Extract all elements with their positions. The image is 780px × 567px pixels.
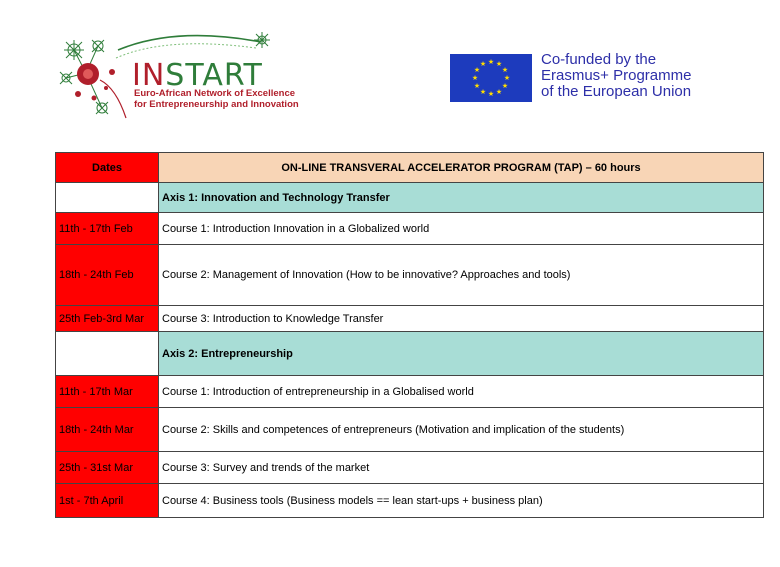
table-row (56, 484, 764, 518)
table-row (56, 408, 764, 452)
axis-2-title: Axis 2: Entrepreneurship (159, 332, 764, 376)
table-row (56, 306, 764, 332)
svg-text:★: ★ (473, 66, 481, 74)
axis-row (56, 183, 764, 213)
wordmark-in: IN (132, 58, 166, 93)
svg-text:★: ★ (473, 82, 481, 90)
table-row (56, 213, 764, 245)
eu-flag-icon (450, 54, 532, 102)
page-header (0, 0, 780, 140)
axis-row (56, 332, 764, 376)
axis-1-title: Axis 1: Innovation and Technology Transfer (159, 183, 764, 213)
course-cell: Course 1: Introduction of entrepreneurship in a Globalised world (159, 376, 764, 408)
wordmark-start: START (165, 58, 263, 93)
svg-text:★: ★ (495, 88, 503, 96)
course-cell: Course 2: Skills and competences of entrepreneurs (Motivation and implication of the students) (159, 408, 764, 452)
table-row (56, 376, 764, 408)
svg-text:★: ★ (495, 60, 503, 68)
date-cell: 1st - 7th April (56, 484, 159, 518)
eu-line-3: of the European Union (541, 83, 692, 100)
header-title: ON-LINE TRANSVERAL ACCELERATOR PROGRAM (TAP) – 60 hours (159, 153, 764, 183)
date-cell: 18th - 24th Feb (56, 245, 159, 306)
svg-text:★: ★ (503, 74, 511, 82)
svg-text:★: ★ (501, 82, 509, 90)
eu-line-1: Co-funded by the (541, 51, 657, 68)
date-cell: 11th - 17th Feb (56, 213, 159, 245)
table-row (56, 452, 764, 484)
svg-text:★: ★ (487, 90, 495, 98)
header-dates: Dates (56, 153, 159, 183)
svg-text:★: ★ (479, 88, 487, 96)
course-cell: Course 2: Management of Innovation (How to be innovative? Approaches and tools) (159, 245, 764, 306)
axis-blank-cell (56, 183, 159, 213)
axis-blank-cell (56, 332, 159, 376)
svg-text:★: ★ (501, 66, 509, 74)
svg-text:★: ★ (487, 58, 495, 66)
instart-subtitle: Euro-African Network of Excellence for Entrepreneurship and Innovation (134, 88, 299, 110)
course-cell: Course 4: Business tools (Business models == lean start-ups + business plan) (159, 484, 764, 518)
eu-cofunded-text (541, 52, 771, 100)
course-cell: Course 3: Introduction to Knowledge Transfer (159, 306, 764, 332)
svg-text:★: ★ (471, 74, 479, 82)
course-cell: Course 1: Introduction Innovation in a Globalized world (159, 213, 764, 245)
date-cell: 25th - 31st Mar (56, 452, 159, 484)
program-table (55, 152, 764, 518)
date-cell: 18th - 24th Mar (56, 408, 159, 452)
svg-text:★: ★ (479, 60, 487, 68)
table-row (56, 245, 764, 306)
date-cell: 11th - 17th Mar (56, 376, 159, 408)
date-cell: 25th Feb-3rd Mar (56, 306, 159, 332)
eu-line-2: Erasmus+ Programme (541, 67, 692, 84)
table-header-row (56, 153, 764, 183)
course-cell: Course 3: Survey and trends of the market (159, 452, 764, 484)
